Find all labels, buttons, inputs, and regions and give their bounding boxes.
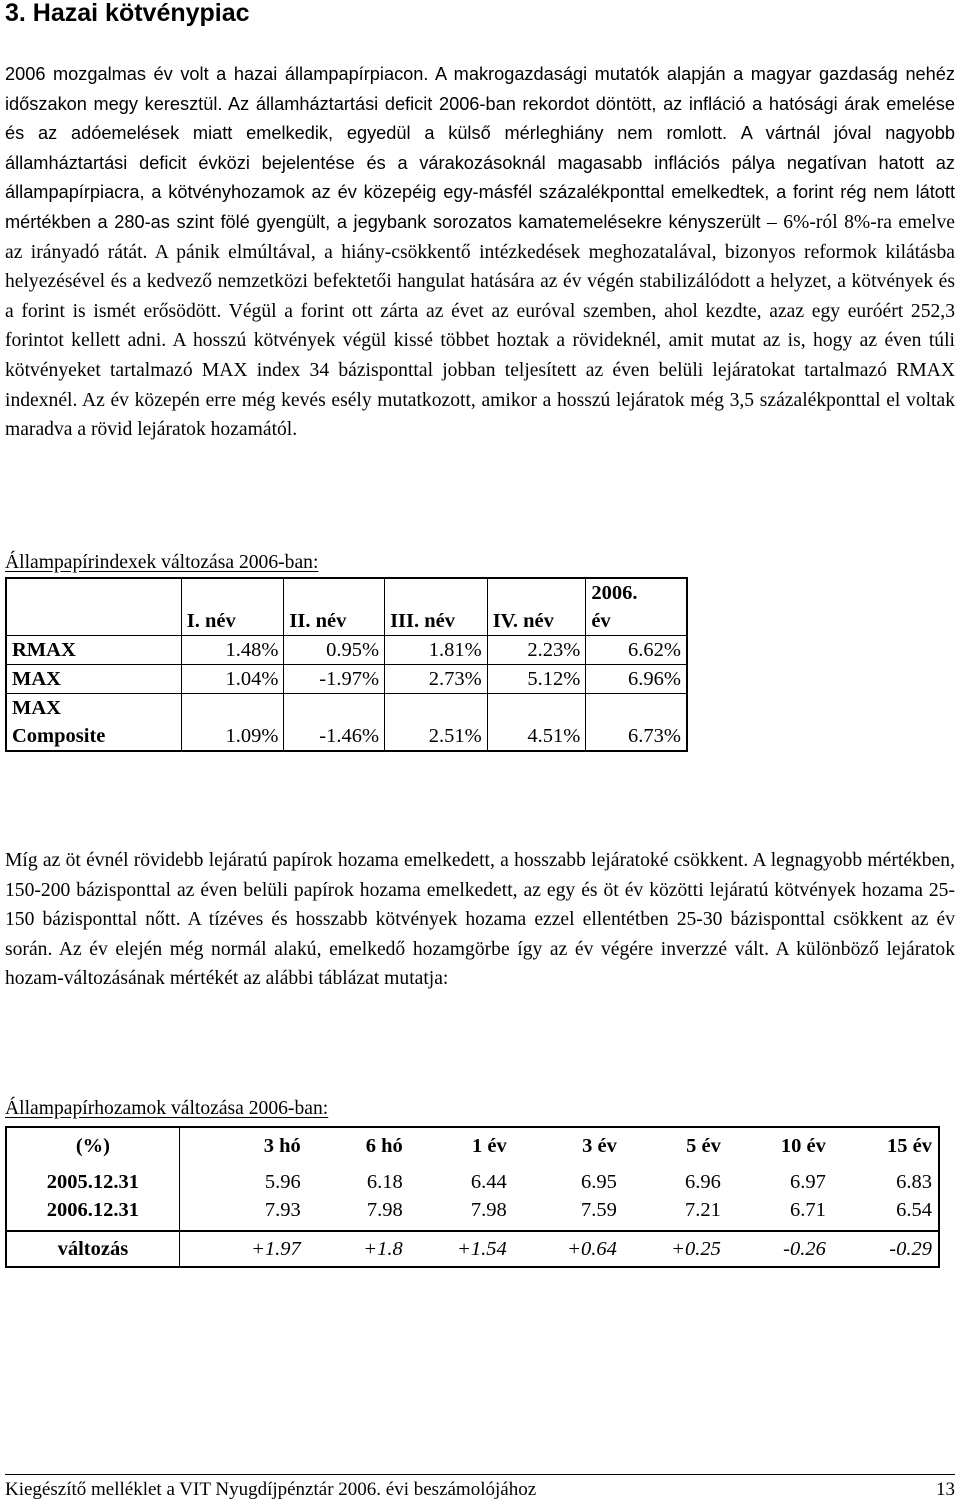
table-cell: 6.83 bbox=[896, 1171, 932, 1193]
yield-paragraph: Míg az öt évnél rövidebb lejáratú papírok hozama emelkedett, a hosszabb lejáratoké csökkent. A legnagyobb mértékben, 150-200 bázisponttal az éven belüli papírok hozama emelkedett, az egy és öt év közötti lejáratú kötvények hozama 25-150 bázisponttal nőtt. A tízéves és hosszabb kötvények hozama ezzel ellentétben 25-30 bázisponttal csökkent az év során. Az év elején még normál alakú, emelkedő hozamgörbe így az év végére inverzzé vált. A különböző lejáratok hozam-változásának mértékét az alábbi táblázat mutatja: bbox=[5, 850, 955, 990]
table-row bbox=[6, 694, 687, 752]
yield-table-caption: Állampapírhozamok változása 2006-ban: bbox=[5, 1098, 329, 1119]
intro-sentence-2: A vártnál jóval nagyobb államháztartási deficit évközi bejelentése és a várakozásoknál magasabb inflációs pálya negatívan hatott az állampapírpiacra, a kötvényhozamok az év közepéig egy-másfél százalékponttal emelkedtek, a forint rég nem látott mértékben a 280-as szint fölé gyengült, a jegybank sorozatos kamatemelésekre kényszerült bbox=[5, 123, 955, 232]
table-header-cell bbox=[6, 578, 181, 636]
table-header-cell: 2006. év bbox=[586, 578, 687, 636]
table-header-cell: 3 év bbox=[582, 1135, 617, 1157]
intro-paragraph bbox=[5, 60, 955, 445]
row-label: 2005.12.31 bbox=[6, 1160, 179, 1196]
table-cell: -1.46% bbox=[284, 694, 385, 752]
index-table-caption: Állampapírindexek változása 2006-ban: bbox=[5, 552, 319, 573]
section-heading: 3. Hazai kötvénypiac bbox=[5, 0, 250, 27]
table-header-row bbox=[6, 1127, 939, 1160]
table-cell: 1.48% bbox=[181, 636, 284, 665]
table-cell: 6.71 bbox=[790, 1199, 826, 1221]
table-row bbox=[6, 665, 687, 694]
table-cell: 6.97 bbox=[790, 1171, 826, 1193]
table-cell: 6.95 bbox=[580, 1171, 617, 1193]
table-cell: 7.98 bbox=[470, 1199, 507, 1221]
table-cell: +1.54 bbox=[409, 1231, 513, 1267]
table-cell: 6.73% bbox=[586, 694, 687, 752]
table-header-cell: 5 év bbox=[686, 1135, 721, 1157]
table-header-cell: 3 hó bbox=[263, 1135, 301, 1157]
table-row bbox=[6, 636, 687, 665]
index-change-table bbox=[5, 577, 688, 752]
table-header-cell: (%) bbox=[6, 1127, 179, 1160]
table-row-change bbox=[6, 1231, 939, 1267]
table-header-cell: 1 év bbox=[472, 1135, 507, 1157]
footer-divider bbox=[5, 1474, 955, 1475]
table-header-cell: IV. név bbox=[487, 578, 586, 636]
table-cell: 0.95% bbox=[284, 636, 385, 665]
table-cell: 7.93 bbox=[264, 1199, 301, 1221]
table-cell: 6.18 bbox=[366, 1171, 403, 1193]
yield-change-table bbox=[5, 1126, 940, 1268]
table-cell: 6.44 bbox=[470, 1171, 507, 1193]
table-cell: 2.51% bbox=[385, 694, 488, 752]
row-label: MAX Composite bbox=[6, 694, 181, 752]
table-cell: 1.09% bbox=[181, 694, 284, 752]
table-header-cell: III. név bbox=[385, 578, 488, 636]
intro-sentence-1: 2006 mozgalmas év volt a hazai állampapírpiacon. A makrogazdasági mutatók alapján a magyar gazdaság nehéz időszakon megy keresztül. Az államháztartási deficit 2006-ban rekordot döntött, az infláció a hatósági árak emelése és az adóemelések miatt emelkedik, egyedül a külső mérleghiány nem romlott. bbox=[5, 64, 955, 144]
intro-sentence-3: – 6%-ról 8%-ra emelve az irányadó rátát. A pánik elmúltával, a hiány-csökkentő intézkedések meghozatalával, bizonyos reformok kilátásba helyezésével és a kedvező nemzetközi befektetői hangulat hatására az év végén stabilizálódott a helyzet, a kötvények és a forint is ismét erősödött. Végül a forint ott zárta az évet az euróval szemben, ahol kezdte, azaz egy euróért 252,3 forintot kellett adni. A hosszú kötvények végül kissé többet hoztak a rövideknél, amit mutat az is, hogy az éven túli kötvényeket tartalmazó MAX index 34 bázisponttal jobban teljesített az éven belüli lejáratokat tartalmazó RMAX indexnél. Az év közepén erre még kevés esély mutatkozott, amikor a hosszú lejáratok még 3,5 százalékponttal el voltak maradva a rövid lejáratok hozamától. bbox=[5, 211, 955, 441]
row-label: MAX bbox=[6, 665, 181, 694]
table-cell: +0.64 bbox=[513, 1231, 623, 1267]
table-header-row bbox=[6, 578, 687, 636]
table-cell: 5.96 bbox=[264, 1171, 301, 1193]
table-cell: 1.04% bbox=[181, 665, 284, 694]
table-cell: 7.59 bbox=[580, 1199, 617, 1221]
row-label: változás bbox=[6, 1231, 179, 1267]
table-cell: -0.26 bbox=[727, 1231, 832, 1267]
table-header-cell: 6 hó bbox=[365, 1135, 403, 1157]
table-cell: +1.97 bbox=[179, 1231, 306, 1267]
table-cell: +0.25 bbox=[623, 1231, 727, 1267]
row-label: 2006.12.31 bbox=[6, 1196, 179, 1231]
table-cell: 1.81% bbox=[385, 636, 488, 665]
table-row bbox=[6, 1196, 939, 1231]
table-cell: +1.8 bbox=[307, 1231, 409, 1267]
page-number: 13 bbox=[936, 1479, 955, 1500]
table-cell: 2.23% bbox=[487, 636, 586, 665]
table-header-cell: II. név bbox=[284, 578, 385, 636]
table-cell: 6.96 bbox=[684, 1171, 721, 1193]
table-header-cell: 10 év bbox=[780, 1135, 826, 1157]
table-cell: 6.62% bbox=[586, 636, 687, 665]
table-cell: 6.54 bbox=[896, 1199, 932, 1221]
table-header-cell: I. név bbox=[181, 578, 284, 636]
table-cell: 7.21 bbox=[684, 1199, 721, 1221]
table-cell: 7.98 bbox=[366, 1199, 403, 1221]
table-cell: 4.51% bbox=[487, 694, 586, 752]
table-cell: -0.29 bbox=[832, 1231, 939, 1267]
table-row bbox=[6, 1160, 939, 1196]
table-header-cell: 15 év bbox=[887, 1135, 932, 1157]
table-cell: 2.73% bbox=[385, 665, 488, 694]
footer-text: Kiegészítő melléklet a VIT Nyugdíjpénztár 2006. évi beszámolójához bbox=[5, 1479, 537, 1500]
table-cell: 5.12% bbox=[487, 665, 586, 694]
table-cell: -1.97% bbox=[284, 665, 385, 694]
row-label: RMAX bbox=[6, 636, 181, 665]
table-cell: 6.96% bbox=[586, 665, 687, 694]
